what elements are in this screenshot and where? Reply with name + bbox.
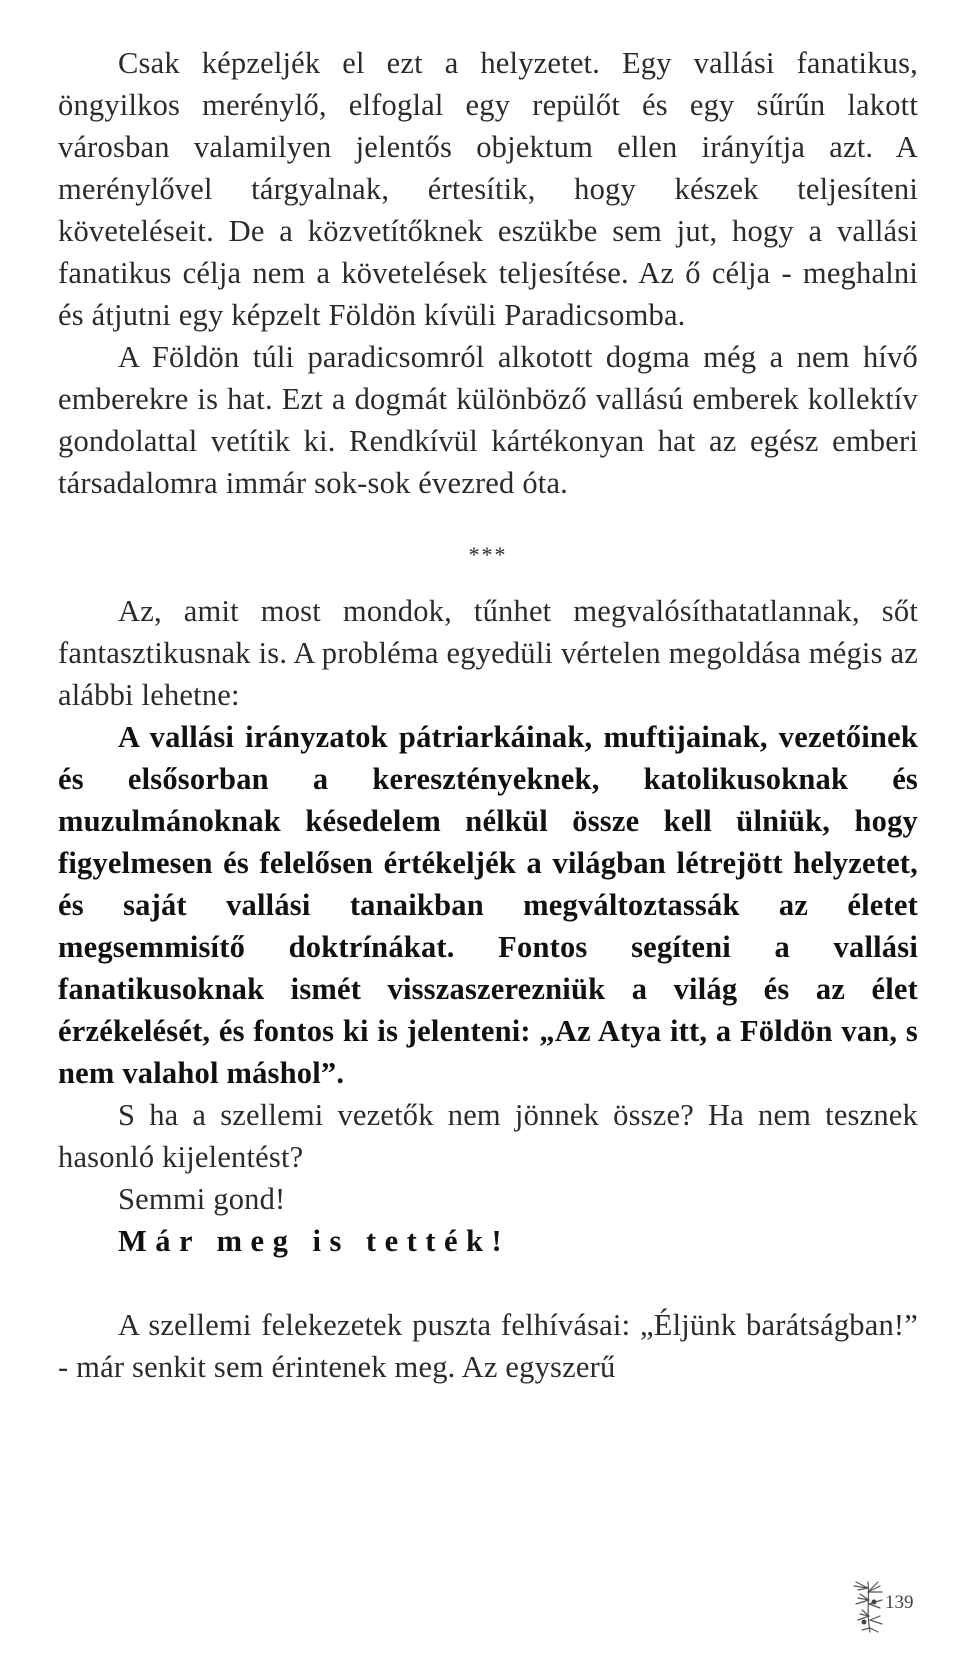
paragraph-7-emphasis: Már meg is tették! [118, 1224, 511, 1258]
paragraph-4-bold: A vallási irányzatok pátriarkáinak, muftijainak, vezetőinek és elsősorban a keresztényeknek, katolikusoknak és muzulmánoknak késedelem nélkül össze kell ülniük, hogy figyelmesen és felelősen értékeljék a világban létrejött helyzetet, és saját vallási tanaikban megváltoztassák az életet megsemmisítő doktrínákat. Fontos segíteni a vallási fanatikusoknak ismét visszaszerezniük a világ és az élet érzékelését, és fontos ki is jelenteni: „Az Atya itt, a Földön van, s nem valahol máshol”. [58, 720, 918, 1090]
pine-branch-icon [848, 1578, 888, 1636]
paragraph-5: S ha a szellemi vezetők nem jönnek össze? Ha nem tesznek hasonló kijelentést? [58, 1098, 918, 1174]
paragraph-1: Csak képzeljék el ezt a helyzetet. Egy vallási fanatikus, öngyilkos merénylő, elfoglal egy repülőt és egy sűrűn lakott városban valamilyen jelentős objektum ellen irányítja azt. A merénylővel tárgyalnak, értesítik, hogy készek teljesíteni követeléseit. De a közvetítőknek eszükbe sem jut, hogy a vallási fanatikus célja nem a követelések teljesítése. Az ő célja - meghalni és átjutni egy képzelt Földön kívüli Paradicsomba. [58, 46, 918, 332]
paragraph-8: A szellemi felekezetek puszta felhívásai: „Éljünk barátságban!” - már senkit sem érintenek meg. Az egyszerű [58, 1308, 918, 1384]
paragraph-2: A Földön túli paradicsomról alkotott dogma még a nem hívő emberekre is hat. Ezt a dogmát különböző vallású emberek kollektív gondolattal vetítik ki. Rendkívül kártékonyan hat az egész emberi társadalomra immár sok-sok évezred óta. [58, 340, 918, 500]
book-page [58, 42, 918, 1642]
page-footer [0, 1578, 940, 1638]
paragraph-6: Semmi gond! [118, 1182, 286, 1216]
paragraph-3: Az, amit most mondok, tűnhet megvalósíthatatlannak, sőt fantasztikusnak is. A probléma egyedüli vértelen megoldása mégis az alábbi lehetne: [58, 594, 918, 712]
section-separator: *** [468, 542, 508, 567]
page-number: 139 [885, 1592, 914, 1613]
paragraph-gap [58, 1262, 918, 1304]
